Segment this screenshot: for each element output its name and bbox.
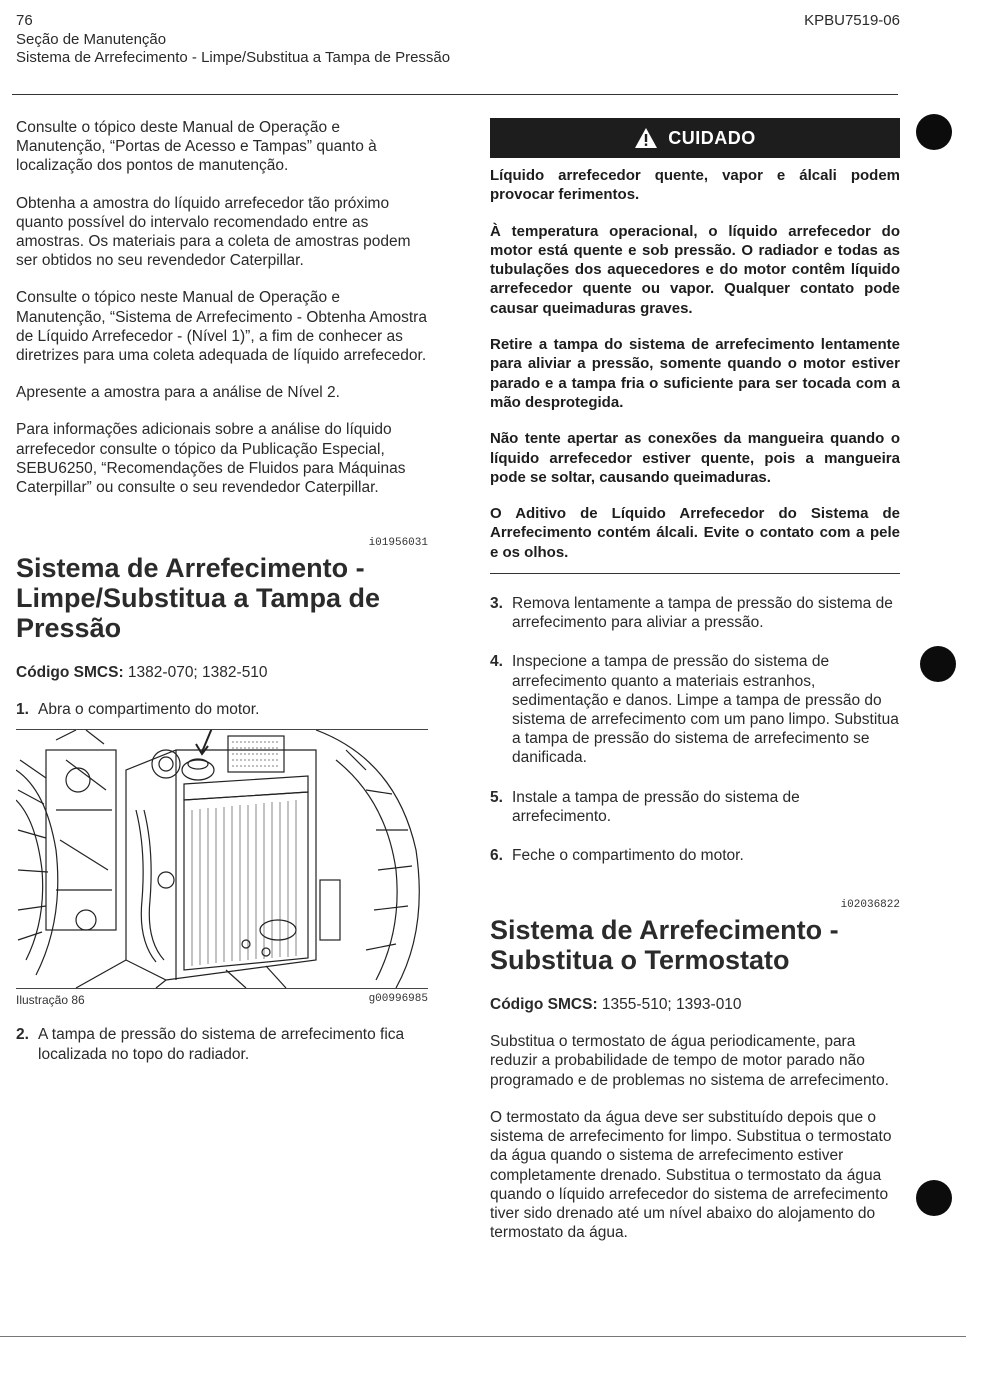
warning-header <box>490 118 900 158</box>
smcs-label: Código SMCS: <box>490 996 598 1014</box>
illustration-code: g00996985 <box>368 993 428 1006</box>
step-number: 2. <box>16 1026 29 1044</box>
header-section: Seção de Manutenção <box>16 30 167 48</box>
step-number: 4. <box>490 653 503 671</box>
header-subtitle: Sistema de Arrefecimento - Limpe/Substitua a Tampa de Pressão <box>16 49 451 66</box>
intro-paragraph: Apresente a amostra para a análise de Nível 2. <box>16 384 340 402</box>
header-divider <box>12 94 898 95</box>
step-text: Instale a tampa de pressão do sistema de arrefecimento. <box>512 788 800 825</box>
section-id: i01956031 <box>368 537 428 550</box>
smcs-value: 1355-510; 1393-010 <box>597 996 742 1014</box>
right-column <box>490 118 900 1260</box>
warning-paragraph: Retire a tampa do sistema de arrefecimento lentamente para aliviar a pressão, somente quando o motor estiver parado e a tampa fria o suficiente para ser tocada com a mão desprotegida. <box>490 336 900 411</box>
step-item <box>490 652 900 767</box>
step-item <box>490 846 900 865</box>
binder-hole <box>920 646 956 682</box>
step-item <box>16 700 428 719</box>
radiator-illustration <box>16 730 428 988</box>
smcs-code <box>16 663 428 682</box>
warning-bottom-rule <box>490 573 900 574</box>
page-header <box>16 12 900 68</box>
body-paragraph: O termostato da água deve ser substituído depois que o sistema de arrefecimento for limpo. Substitua o termostato da água quando o sistema de arrefecimento estiver completamente drenado. Substitua o termostato da água quando o líquido arrefecedor do sistema de arrefecimento tiver sido drenado até um nível abaixo do alojamento do termostato da água. <box>490 1108 892 1242</box>
warning-paragraph: Não tente apertar as conexões da mangueira quando o líquido arrefecedor estiver quente, pois a mangueira pode se soltar, causando queimaduras. <box>490 430 900 486</box>
smcs-value: 1382-070; 1382-510 <box>123 664 268 682</box>
warning-triangle-icon <box>634 127 658 149</box>
section-title: Sistema de Arrefecimento - Substitua o Termostato <box>490 915 839 976</box>
intro-paragraph: Obtenha a amostra do líquido arrefecedor tão próximo quanto possível do intervalo recomendado entre as amostras. Os materiais para a coleta de amostras podem ser obtidos no seu revendedor Caterpillar. <box>16 194 411 270</box>
section-id: i02036822 <box>840 899 900 912</box>
illustration-bottom-rule <box>16 988 428 989</box>
binder-hole <box>916 114 952 150</box>
illustration-label: Ilustração 86 <box>16 993 85 1008</box>
page-bottom-rule <box>0 1336 966 1337</box>
page-number: 76 <box>16 12 33 29</box>
step-text: Abra o compartimento do motor. <box>38 701 260 719</box>
step-number: 1. <box>16 701 29 719</box>
step-text: Feche o compartimento do motor. <box>512 847 744 865</box>
intro-paragraph: Consulte o tópico deste Manual de Operação e Manutenção, “Portas de Acesso e Tampas” quanto à localização dos pontos de manutenção. <box>16 119 377 175</box>
warning-paragraph: À temperatura operacional, o líquido arrefecedor do motor está quente e sob pressão. O radiador e todas as tubulações dos aquecedores e do motor contêm líquido arrefecedor quente ou vapor. Qualquer contato pode causar queimaduras graves. <box>490 222 900 317</box>
intro-paragraph: Para informações adicionais sobre a análise do líquido arrefecedor consulte o tópico da Publicação Especial, SEBU6250, “Recomendações de Fluidos para Máquinas Caterpillar” ou consulte o seu revendedor Caterpillar. <box>16 421 406 497</box>
binder-hole <box>916 1180 952 1216</box>
step-item <box>490 594 900 632</box>
smcs-label: Código SMCS: <box>16 664 124 682</box>
step-text: A tampa de pressão do sistema de arrefecimento fica localizada no topo do radiador. <box>38 1026 405 1063</box>
step-number: 6. <box>490 847 503 865</box>
illustration-caption <box>16 993 428 1007</box>
step-text: Inspecione a tampa de pressão do sistema de arrefecimento quanto a materiais estranhos, sedimentação e danos. Limpe a tampa de pressão do sistema de arrefecimento com um pano limpo. Substitua a tampa de pressão do sistema de arrefecimento se danificada. <box>512 653 899 767</box>
warning-paragraph: O Aditivo de Líquido Arrefecedor do Sistema de Arrefecimento contém álcali. Evite o contato com a pele e os olhos. <box>490 505 900 561</box>
left-column <box>16 118 428 1084</box>
step-text: Remova lentamente a tampa de pressão do sistema de arrefecimento para aliviar a pressão. <box>512 595 893 632</box>
step-item <box>490 788 900 826</box>
section-title: Sistema de Arrefecimento - Limpe/Substitua a Tampa de Pressão <box>16 553 381 644</box>
radiator-drawing <box>16 730 428 988</box>
document-number: KPBU7519-06 <box>804 12 900 29</box>
warning-title: CUIDADO <box>668 127 756 148</box>
intro-paragraph: Consulte o tópico neste Manual de Operação e Manutenção, “Sistema de Arrefecimento - Obtenha Amostra de Líquido Arrefecedor - (Nível 1)”, a fim de conhecer as diretrizes para uma coleta adequada de líquido arrefecedor. <box>16 289 427 365</box>
step-item <box>16 1025 428 1063</box>
smcs-code <box>490 995 900 1014</box>
step-number: 3. <box>490 595 503 613</box>
step-number: 5. <box>490 788 503 806</box>
body-paragraph: Substitua o termostato de água periodicamente, para reduzir a probabilidade de tempo de motor parado não programado e de problemas no sistema de arrefecimento. <box>490 1033 889 1089</box>
warning-paragraph: Líquido arrefecedor quente, vapor e álcali podem provocar ferimentos. <box>490 167 900 204</box>
